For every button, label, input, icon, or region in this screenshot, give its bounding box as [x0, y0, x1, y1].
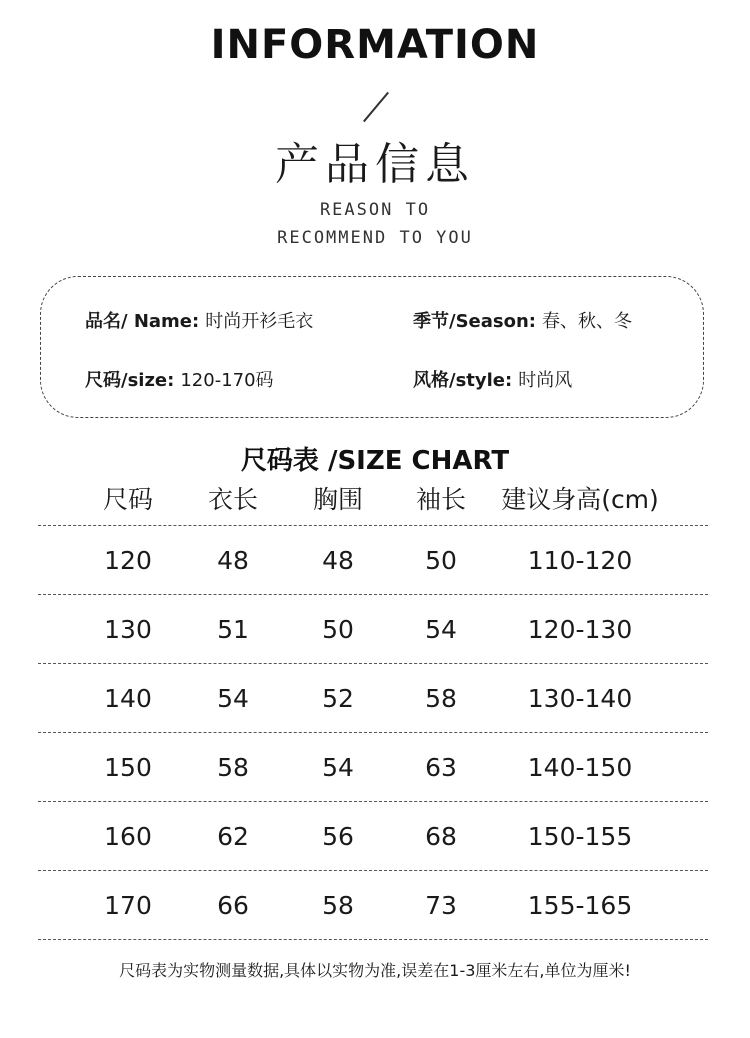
table-cell: 150-155 [527, 821, 633, 851]
chinese-title: 产品信息 [275, 139, 475, 190]
subtitle-line-2: RECOMMEND TO YOU [277, 228, 473, 248]
table-cell: 54 [425, 614, 457, 644]
table-cell: 58 [425, 683, 457, 713]
table-cell: 150 [104, 752, 152, 782]
table-cell: 130-140 [527, 683, 633, 713]
table-cell: 51 [217, 614, 249, 644]
info-size-label: 尺码/size: [85, 370, 175, 391]
column-header: 胸围 [312, 484, 363, 514]
info-season-label: 季节/Season: [413, 311, 536, 332]
page-title: INFORMATION [210, 22, 540, 68]
info-name-label: 品名/ Name: [85, 311, 200, 332]
measurement-footnote: 尺码表为实物测量数据,具体以实物为准,误差在1-3厘米左右,单位为厘米! [119, 961, 631, 980]
table-cell: 54 [217, 683, 249, 713]
info-style-value: 时尚风 [518, 370, 573, 391]
subtitle-line-1: REASON TO [319, 200, 431, 220]
column-header: 衣长 [207, 484, 258, 514]
slash-divider [363, 92, 389, 122]
size-chart-title: 尺码表 /SIZE CHART [240, 446, 510, 476]
table-cell: 140 [104, 683, 152, 713]
table-row [38, 802, 708, 871]
table-row [38, 526, 708, 595]
table-row [38, 664, 708, 733]
table-cell: 68 [425, 821, 457, 851]
table-cell: 52 [322, 683, 354, 713]
table-cell: 130 [104, 614, 152, 644]
table-row [38, 595, 708, 664]
table-cell: 170 [104, 890, 152, 920]
table-cell: 58 [322, 890, 354, 920]
column-header: 建议身高(cm) [501, 484, 659, 514]
table-cell: 63 [425, 752, 457, 782]
table-cell: 62 [217, 821, 249, 851]
table-cell: 110-120 [527, 545, 633, 575]
product-info-box [40, 276, 704, 418]
info-name [85, 307, 313, 333]
table-cell: 48 [322, 545, 354, 575]
info-style [413, 366, 572, 392]
info-size [85, 366, 274, 392]
table-row [38, 871, 708, 940]
table-cell: 73 [425, 890, 457, 920]
table-cell: 160 [104, 821, 152, 851]
info-season-value: 春、秋、冬 [542, 311, 632, 332]
table-cell: 66 [217, 890, 249, 920]
table-cell: 155-165 [527, 890, 633, 920]
table-cell: 50 [425, 545, 457, 575]
table-cell: 58 [217, 752, 249, 782]
info-season [413, 307, 632, 333]
info-size-value: 120-170码 [180, 370, 274, 391]
info-name-value: 时尚开衫毛衣 [205, 311, 314, 332]
info-style-label: 风格/style: [413, 370, 513, 391]
table-cell: 140-150 [527, 752, 633, 782]
table-cell: 48 [217, 545, 249, 575]
size-chart-table [38, 470, 708, 940]
column-header: 尺码 [102, 484, 153, 514]
table-row [38, 733, 708, 802]
table-header-row [38, 470, 708, 526]
table-cell: 54 [322, 752, 354, 782]
column-header: 袖长 [415, 484, 466, 514]
table-cell: 50 [322, 614, 354, 644]
table-cell: 120 [104, 545, 152, 575]
table-cell: 56 [322, 821, 354, 851]
table-cell: 120-130 [527, 614, 633, 644]
